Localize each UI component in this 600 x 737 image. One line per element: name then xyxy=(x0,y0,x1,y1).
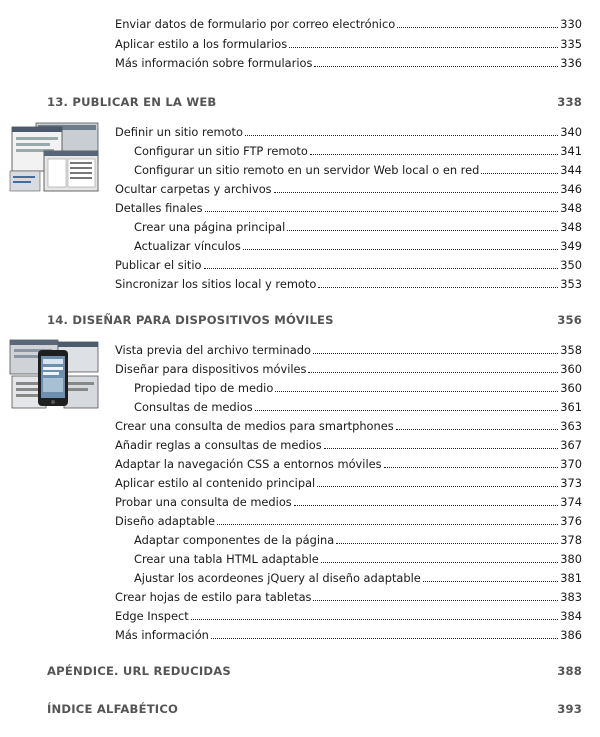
toc-entry xyxy=(115,605,582,623)
dot-leader xyxy=(243,249,558,250)
toc-entry-page: 360 xyxy=(560,362,582,376)
toc-entry xyxy=(115,510,582,528)
toc-entry xyxy=(115,434,582,452)
dot-leader xyxy=(336,543,558,544)
toc-entry xyxy=(134,216,582,234)
dot-leader xyxy=(245,135,558,136)
dot-leader xyxy=(396,429,559,430)
toc-entry-page: 370 xyxy=(560,457,582,471)
chapter-heading xyxy=(47,91,582,109)
toc-entry xyxy=(115,491,582,509)
appendix-heading xyxy=(47,660,582,678)
toc-entry-page: 380 xyxy=(560,552,582,566)
toc-entry xyxy=(115,13,582,31)
toc-entry-title: Sincronizar los sitios local y remoto xyxy=(115,277,317,291)
toc-entry-page: 348 xyxy=(560,201,582,215)
toc-entry-title: Más información xyxy=(115,628,209,642)
dot-leader xyxy=(318,287,558,288)
toc-entry-page: 383 xyxy=(560,590,582,604)
toc-entry-page: 344 xyxy=(560,163,582,177)
toc-entry xyxy=(115,178,582,196)
dot-leader xyxy=(313,600,558,601)
toc-entry-page: 330 xyxy=(560,17,582,31)
toc-entry-page: 373 xyxy=(560,476,582,490)
index-page: 393 xyxy=(557,702,582,716)
appendix-title: APÉNDICE. URL REDUCIDAS xyxy=(47,664,231,678)
toc-entry-title: Más información sobre formularios xyxy=(115,56,313,70)
toc-entry-title: Aplicar estilo a los formularios xyxy=(115,37,288,51)
dot-leader xyxy=(255,410,559,411)
toc-entry-title: Detalles finales xyxy=(115,201,203,215)
toc-entry-title: Actualizar vínculos xyxy=(134,239,241,253)
chapter-14-thumbnail xyxy=(8,338,100,410)
chapter-13-thumbnail xyxy=(8,121,100,193)
chapter-heading xyxy=(47,309,582,327)
chapter-page: 356 xyxy=(557,313,582,327)
toc-entry-title: Configurar un sitio remoto en un servidor Web local o en red xyxy=(134,163,480,177)
toc-entry xyxy=(134,548,582,566)
toc-entry xyxy=(115,415,582,433)
toc-entry xyxy=(115,339,582,357)
toc-entry xyxy=(115,453,582,471)
toc-entry xyxy=(115,624,582,642)
dot-leader xyxy=(211,638,558,639)
toc-entry xyxy=(134,567,582,585)
toc-entry-page: 384 xyxy=(560,609,582,623)
dot-leader xyxy=(321,562,559,563)
dot-leader xyxy=(481,173,558,174)
toc-entry-page: 363 xyxy=(560,419,582,433)
dot-leader xyxy=(313,353,558,354)
chapter-title: 14. DISEÑAR PARA DISPOSITIVOS MÓVILES xyxy=(47,313,334,327)
toc-entry xyxy=(115,586,582,604)
toc-entry xyxy=(134,396,582,414)
toc-entry-title: Ajustar los acordeones jQuery al diseño adaptable xyxy=(134,571,421,585)
toc-entry-page: 349 xyxy=(560,239,582,253)
toc-entry-title: Enviar datos de formulario por correo electrónico xyxy=(115,17,396,31)
toc-entry-page: 341 xyxy=(560,144,582,158)
dot-leader xyxy=(308,372,558,373)
toc-entry-title: Ocultar carpetas y archivos xyxy=(115,182,272,196)
toc-entry-title: Añadir reglas a consultas de medios xyxy=(115,438,322,452)
toc-entry-title: Publicar el sitio xyxy=(115,258,202,272)
toc-entry-title: Vista previa del archivo terminado xyxy=(115,343,311,357)
dot-leader xyxy=(217,524,558,525)
toc-entry-page: 374 xyxy=(560,495,582,509)
toc-entry xyxy=(115,358,582,376)
dot-leader xyxy=(317,486,558,487)
toc-entry-page: 336 xyxy=(560,56,582,70)
dot-leader xyxy=(397,27,558,28)
toc-entry-title: Edge Inspect xyxy=(115,609,189,623)
dot-leader xyxy=(310,154,558,155)
toc-entry-title: Crear una consulta de medios para smartphones xyxy=(115,419,394,433)
chapter-page: 338 xyxy=(557,95,582,109)
toc-entry-title: Adaptar la navegación CSS a entornos móviles xyxy=(115,457,382,471)
toc-entry-page: 376 xyxy=(560,514,582,528)
toc-entry-page: 367 xyxy=(560,438,582,452)
dot-leader xyxy=(287,230,558,231)
dot-leader xyxy=(191,619,558,620)
index-heading xyxy=(47,698,582,716)
toc-entry xyxy=(134,159,582,177)
dot-leader xyxy=(204,268,559,269)
toc-entry-title: Diseñar para dispositivos móviles xyxy=(115,362,307,376)
toc-entry xyxy=(134,235,582,253)
dot-leader xyxy=(275,391,558,392)
toc-entry xyxy=(115,197,582,215)
toc-entry-page: 361 xyxy=(560,400,582,414)
toc-entry-page: 358 xyxy=(560,343,582,357)
toc-entry-page: 353 xyxy=(560,277,582,291)
toc-entry-page: 350 xyxy=(560,258,582,272)
toc-entry-title: Crear hojas de estilo para tabletas xyxy=(115,590,312,604)
appendix-page: 388 xyxy=(557,664,582,678)
toc-entry-title: Definir un sitio remoto xyxy=(115,125,243,139)
dot-leader xyxy=(314,66,558,67)
toc-entry-title: Propiedad tipo de medio xyxy=(134,381,274,395)
toc-entry-title: Adaptar componentes de la página xyxy=(134,533,335,547)
dot-leader xyxy=(324,448,559,449)
toc-entry-title: Consultas de medios xyxy=(134,400,253,414)
toc-entry xyxy=(134,529,582,547)
toc-entry-page: 335 xyxy=(560,37,582,51)
dot-leader xyxy=(294,505,559,506)
dot-leader xyxy=(384,467,559,468)
dot-leader xyxy=(423,581,558,582)
toc-entry-title: Crear una tabla HTML adaptable xyxy=(134,552,319,566)
toc-entry-title: Crear una página principal xyxy=(134,220,286,234)
toc-entry-title: Probar una consulta de medios xyxy=(115,495,292,509)
toc-entry-title: Aplicar estilo al contenido principal xyxy=(115,476,316,490)
toc-entry xyxy=(115,121,582,139)
toc-entry xyxy=(115,33,582,51)
toc-entry-page: 386 xyxy=(560,628,582,642)
toc-entry xyxy=(115,52,582,70)
toc-entry-page: 360 xyxy=(560,381,582,395)
toc-entry-page: 346 xyxy=(560,182,582,196)
toc-entry-title: Configurar un sitio FTP remoto xyxy=(134,144,308,158)
dot-leader xyxy=(289,47,558,48)
toc-entry xyxy=(115,472,582,490)
toc-entry-title: Diseño adaptable xyxy=(115,514,215,528)
toc-entry-page: 340 xyxy=(560,125,582,139)
toc-entry-page: 378 xyxy=(560,533,582,547)
dot-leader xyxy=(274,192,559,193)
toc-entry xyxy=(134,140,582,158)
toc-entry-page: 348 xyxy=(560,220,582,234)
index-title: ÍNDICE ALFABÉTICO xyxy=(47,702,179,716)
chapter-title: 13. PUBLICAR EN LA WEB xyxy=(47,95,217,109)
toc-entry xyxy=(134,377,582,395)
dot-leader xyxy=(205,211,559,212)
toc-entry-page: 381 xyxy=(560,571,582,585)
toc-entry xyxy=(115,254,582,272)
toc-entry xyxy=(115,273,582,291)
